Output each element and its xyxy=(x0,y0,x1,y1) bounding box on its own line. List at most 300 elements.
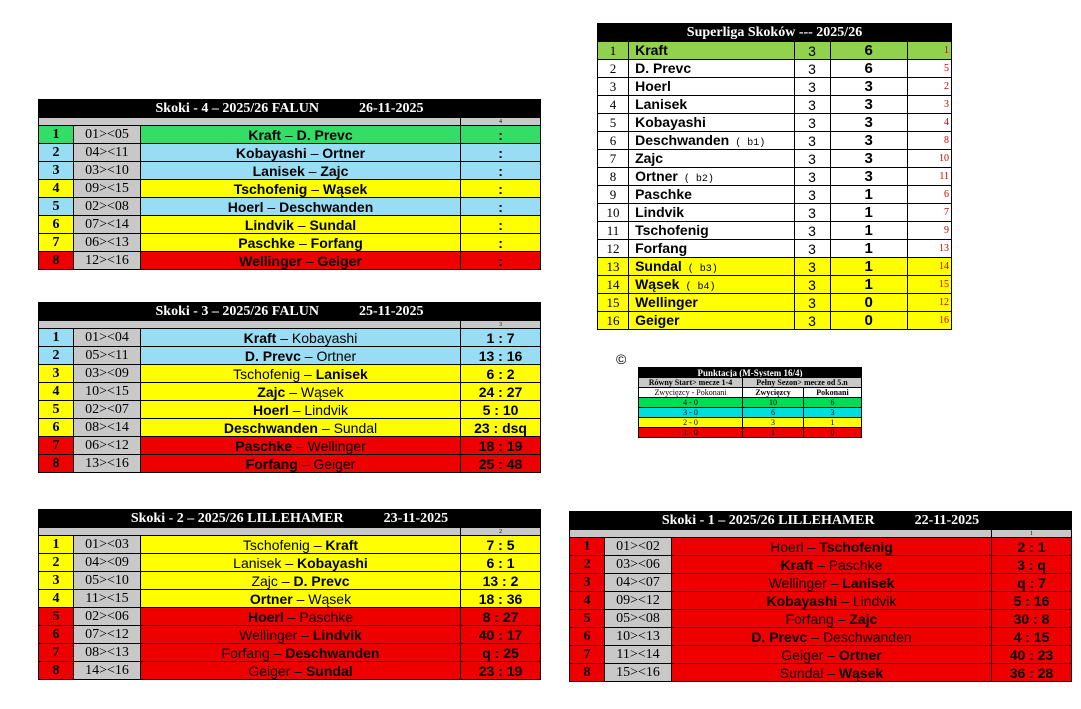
jumper-name: Forfang xyxy=(635,240,688,256)
dash: – xyxy=(269,644,286,661)
match-row xyxy=(570,574,1072,592)
dash: – xyxy=(300,347,317,364)
subheader-blank xyxy=(39,118,461,126)
match-number: 5 xyxy=(39,198,74,216)
match-row xyxy=(39,234,541,252)
jumper-b: Kobayashi xyxy=(297,554,368,571)
points: 0 xyxy=(830,312,907,330)
jumper-b: Zajc xyxy=(320,162,349,179)
pairing: 11><14 xyxy=(605,646,672,664)
match-row xyxy=(39,198,541,216)
dash: – xyxy=(317,419,334,436)
dash: – xyxy=(803,538,820,555)
games-played: 3 xyxy=(794,114,830,132)
matchup xyxy=(141,216,461,234)
pairing: 01><02 xyxy=(605,538,672,556)
games-played: 3 xyxy=(794,294,830,312)
previous-position: 10 xyxy=(907,150,951,168)
matchup xyxy=(141,144,461,162)
match-number: 6 xyxy=(39,216,74,234)
jumper-name: Zajc xyxy=(635,150,664,166)
jumper-a: Forfang xyxy=(245,455,298,472)
round-2-table xyxy=(38,509,541,680)
standings-row xyxy=(598,114,952,132)
jumper-a: Wellinger xyxy=(239,252,302,269)
round-number-small: 2 xyxy=(461,528,541,536)
legend-loser-points: 0 xyxy=(804,428,862,438)
jumper-b: Lanisek xyxy=(842,574,895,591)
match-result: 36 : 28 xyxy=(992,664,1072,682)
match-result: : xyxy=(461,180,541,198)
match-result: 40 : 17 xyxy=(461,626,541,644)
standings-row xyxy=(598,294,952,312)
jumper-name-cell xyxy=(629,114,794,132)
jumper-a: Zajc xyxy=(251,572,278,589)
match-number: 1 xyxy=(570,538,605,556)
jumper-name-cell xyxy=(629,240,794,258)
jumper-b: Lindvik xyxy=(304,401,348,418)
jumper-a: Ortner xyxy=(249,590,293,607)
jumper-name-cell xyxy=(629,78,794,96)
match-row xyxy=(39,536,541,554)
dash: – xyxy=(309,536,326,553)
pairing: 01><04 xyxy=(74,329,141,347)
match-number: 7 xyxy=(39,437,74,455)
match-number: 3 xyxy=(570,574,605,592)
jumper-note: ( b2) xyxy=(677,174,714,185)
jumper-name: Kobayashi xyxy=(635,114,706,130)
dash: – xyxy=(283,608,300,625)
jumper-name-cell xyxy=(629,312,794,330)
match-number: 5 xyxy=(39,401,74,419)
match-result: 23 : dsq xyxy=(461,419,541,437)
jumper-a: Sundal xyxy=(779,664,824,681)
match-number: 7 xyxy=(39,644,74,662)
match-number: 1 xyxy=(39,536,74,554)
match-result: 4 : 15 xyxy=(992,628,1072,646)
match-row xyxy=(570,538,1072,556)
dash: – xyxy=(301,252,318,269)
matchup xyxy=(141,572,461,590)
jumper-a: Kraft xyxy=(248,126,282,143)
pairing: 14><16 xyxy=(74,662,141,680)
match-result: 7 : 5 xyxy=(461,536,541,554)
jumper-name-cell xyxy=(629,186,794,204)
points: 6 xyxy=(830,60,907,78)
legend-row xyxy=(639,408,862,418)
match-row xyxy=(39,252,541,270)
standings-row xyxy=(598,60,952,78)
match-row xyxy=(570,628,1072,646)
dash: – xyxy=(833,610,850,627)
matchup xyxy=(141,252,461,270)
jumper-b: Wellinger xyxy=(307,437,366,454)
match-row xyxy=(39,329,541,347)
legend-sub-right: Pełny Sezon> mecze od 5.n xyxy=(743,378,862,388)
match-number: 3 xyxy=(39,162,74,180)
matchup xyxy=(141,554,461,572)
previous-position: 16 xyxy=(907,312,951,330)
jumper-name: D. Prevc xyxy=(635,60,692,76)
jumper-name: Lindvik xyxy=(635,204,685,220)
legend-loser-points: 1 xyxy=(804,418,862,428)
jumper-a: Deschwanden xyxy=(223,419,318,436)
jumper-a: Geiger xyxy=(248,662,291,679)
standings-row xyxy=(598,78,952,96)
previous-position: 5 xyxy=(907,60,951,78)
match-result: 13 : 16 xyxy=(461,347,541,365)
standings-row xyxy=(598,258,952,276)
previous-position: 12 xyxy=(907,294,951,312)
round-1-table xyxy=(569,511,1072,682)
position: 11 xyxy=(598,222,629,240)
legend-score: 4 - 0 xyxy=(639,398,743,408)
pairing: 03><09 xyxy=(74,365,141,383)
pairing: 11><15 xyxy=(74,590,141,608)
dash: – xyxy=(285,383,301,400)
match-result: : xyxy=(461,252,541,270)
jumper-a: Lanisek xyxy=(252,162,305,179)
jumper-b: Sundal xyxy=(309,216,357,233)
jumper-a: Wellinger xyxy=(768,574,827,591)
match-number: 7 xyxy=(39,234,74,252)
matchup xyxy=(141,162,461,180)
match-row xyxy=(39,216,541,234)
match-number: 1 xyxy=(39,329,74,347)
match-number: 4 xyxy=(39,590,74,608)
matchup xyxy=(672,556,992,574)
jumper-b: Kraft xyxy=(325,536,359,553)
points: 0 xyxy=(830,294,907,312)
dash: – xyxy=(304,162,321,179)
jumper-a: Hoerl xyxy=(247,608,284,625)
jumper-name: Wellinger xyxy=(635,294,698,310)
matchup xyxy=(141,608,461,626)
round-title: Skoki - 1 – 2025/26 LILLEHAMER xyxy=(661,512,875,528)
jumper-a: D. Prevc xyxy=(244,347,301,364)
match-row xyxy=(39,626,541,644)
legend-score: 3 - 0 xyxy=(639,408,743,418)
jumper-name-cell xyxy=(629,96,794,114)
match-number: 8 xyxy=(570,664,605,682)
matchup xyxy=(672,664,992,682)
jumper-a: Kraft xyxy=(243,329,277,346)
jumper-a: D. Prevc xyxy=(751,628,808,645)
legend-row xyxy=(639,418,862,428)
dash: – xyxy=(823,664,839,681)
points: 1 xyxy=(830,276,907,294)
round-title: Skoki - 3 – 2025/26 FALUN xyxy=(155,303,319,319)
position: 12 xyxy=(598,240,629,258)
matchup xyxy=(141,234,461,252)
legend-winner-points: 3 xyxy=(743,418,804,428)
match-result: 30 : 8 xyxy=(992,610,1072,628)
match-result: 23 : 19 xyxy=(461,662,541,680)
jumper-b: Geiger xyxy=(317,252,362,269)
legend-col-losers: Pokonani xyxy=(804,388,862,398)
jumper-name: Hoerl xyxy=(635,78,671,94)
match-result: : xyxy=(461,198,541,216)
standings-table xyxy=(597,23,952,330)
jumper-a: Forfang xyxy=(221,644,270,661)
pairing: 02><06 xyxy=(74,608,141,626)
dash: – xyxy=(290,662,306,679)
dash: – xyxy=(823,646,839,663)
standings-row xyxy=(598,42,952,60)
legend-loser-points: 6 xyxy=(804,398,862,408)
jumper-name: Sundal xyxy=(635,258,682,274)
match-number: 4 xyxy=(570,592,605,610)
match-number: 1 xyxy=(39,126,74,144)
games-played: 3 xyxy=(794,204,830,222)
jumper-b: Wąsek xyxy=(308,590,352,607)
matchup xyxy=(141,437,461,455)
jumper-a: Lindvik xyxy=(244,216,294,233)
previous-position: 3 xyxy=(907,96,951,114)
match-row xyxy=(39,662,541,680)
match-row xyxy=(570,556,1072,574)
jumper-a: Forfang xyxy=(785,610,834,627)
match-row xyxy=(39,180,541,198)
legend-winner-points: 10 xyxy=(743,398,804,408)
position: 6 xyxy=(598,132,629,150)
match-row xyxy=(39,383,541,401)
match-result: 8 : 27 xyxy=(461,608,541,626)
match-row xyxy=(39,572,541,590)
jumper-name-cell xyxy=(629,258,794,276)
match-result: 1 : 7 xyxy=(461,329,541,347)
jumper-name-cell xyxy=(629,60,794,78)
matchup xyxy=(672,610,992,628)
jumper-b: Lindvik xyxy=(852,592,897,609)
points: 3 xyxy=(830,132,907,150)
match-result: : xyxy=(461,234,541,252)
position: 3 xyxy=(598,78,629,96)
position: 4 xyxy=(598,96,629,114)
previous-position: 1 xyxy=(907,42,951,60)
position: 16 xyxy=(598,312,629,330)
match-number: 6 xyxy=(570,628,605,646)
pairing: 04><09 xyxy=(74,554,141,572)
matchup xyxy=(672,646,992,664)
previous-position: 8 xyxy=(907,132,951,150)
games-played: 3 xyxy=(794,312,830,330)
match-result: : xyxy=(461,216,541,234)
match-row xyxy=(570,592,1072,610)
legend-title: Punktacja (M-System 16/4) xyxy=(639,368,862,378)
match-result: : xyxy=(461,144,541,162)
pairing: 03><06 xyxy=(605,556,672,574)
matchup xyxy=(141,590,461,608)
matchup xyxy=(141,455,461,473)
previous-position: 7 xyxy=(907,204,951,222)
jumper-b: Tschofenig xyxy=(819,538,893,555)
legend-col-score: Zwycięzcy - Pokonani xyxy=(639,388,743,398)
jumper-b: D. Prevc xyxy=(296,126,353,143)
match-result: 5 : 16 xyxy=(992,592,1072,610)
pairing: 09><12 xyxy=(605,592,672,610)
games-played: 3 xyxy=(794,168,830,186)
matchup xyxy=(141,644,461,662)
match-result: 18 : 36 xyxy=(461,590,541,608)
jumper-b: Geiger xyxy=(313,455,356,472)
games-played: 3 xyxy=(794,276,830,294)
match-row xyxy=(39,554,541,572)
match-number: 2 xyxy=(39,554,74,572)
pairing: 10><15 xyxy=(74,383,141,401)
dash: – xyxy=(292,437,308,454)
jumper-name-cell xyxy=(629,294,794,312)
match-row xyxy=(39,401,541,419)
pairing: 02><07 xyxy=(74,401,141,419)
match-row xyxy=(39,437,541,455)
position: 13 xyxy=(598,258,629,276)
round-title: Skoki - 2 – 2025/26 LILLEHAMER xyxy=(130,510,344,526)
jumper-b: Zajc xyxy=(849,610,878,627)
dash: – xyxy=(288,401,305,418)
matchup xyxy=(141,419,461,437)
jumper-name: Tschofenig xyxy=(635,222,709,238)
match-result: q : 25 xyxy=(461,644,541,662)
points: 1 xyxy=(830,204,907,222)
subheader-blank xyxy=(39,321,461,329)
jumper-a: Hoerl xyxy=(227,198,264,215)
jumper-b: Forfang xyxy=(310,234,363,251)
pairing: 07><14 xyxy=(74,216,141,234)
matchup xyxy=(672,628,992,646)
jumper-name: Lanisek xyxy=(635,96,688,112)
jumper-b: Ortner xyxy=(316,347,357,364)
jumper-name-cell xyxy=(629,132,794,150)
jumper-name-cell xyxy=(629,42,794,60)
games-played: 3 xyxy=(794,240,830,258)
jumper-name: Geiger xyxy=(635,312,680,328)
dash: – xyxy=(277,572,294,589)
round-4-table xyxy=(38,99,541,270)
dash: – xyxy=(293,216,310,233)
match-result: 24 : 27 xyxy=(461,383,541,401)
subheader-blank xyxy=(570,530,992,538)
jumper-note: ( b3) xyxy=(681,264,718,275)
games-played: 3 xyxy=(794,222,830,240)
match-row xyxy=(39,162,541,180)
match-row xyxy=(39,608,541,626)
jumper-b: Deschwanden xyxy=(279,198,374,215)
games-played: 3 xyxy=(794,42,830,60)
dash: – xyxy=(263,198,280,215)
points: 3 xyxy=(830,114,907,132)
jumper-a: Kobayashi xyxy=(766,592,838,609)
round-header xyxy=(39,303,541,321)
jumper-b: Wąsek xyxy=(838,664,884,681)
jumper-name-cell xyxy=(629,168,794,186)
standings-row xyxy=(598,186,952,204)
games-played: 3 xyxy=(794,150,830,168)
match-row xyxy=(570,610,1072,628)
points: 3 xyxy=(830,78,907,96)
jumper-a: Tschofenig xyxy=(233,365,301,382)
standings-row xyxy=(598,240,952,258)
legend-winner-points: 1 xyxy=(743,428,804,438)
position: 7 xyxy=(598,150,629,168)
points: 1 xyxy=(830,258,907,276)
jumper-name: Ortner xyxy=(635,168,678,184)
match-result: 25 : 48 xyxy=(461,455,541,473)
jumper-b: Kobayashi xyxy=(291,329,358,346)
match-row xyxy=(39,347,541,365)
match-result: 5 : 10 xyxy=(461,401,541,419)
jumper-name: Deschwanden xyxy=(635,132,730,148)
match-number: 4 xyxy=(39,180,74,198)
round-title: Skoki - 4 – 2025/26 FALUN xyxy=(155,100,319,116)
match-result: : xyxy=(461,162,541,180)
points: 1 xyxy=(830,186,907,204)
matchup xyxy=(141,401,461,419)
standings-row xyxy=(598,222,952,240)
matchup xyxy=(141,626,461,644)
round-date: 23-11-2025 xyxy=(383,510,449,526)
jumper-a: Kraft xyxy=(780,556,814,573)
jumper-a: Paschke xyxy=(235,437,293,454)
round-header xyxy=(570,512,1072,530)
match-result: q : 7 xyxy=(992,574,1072,592)
pairing: 15><16 xyxy=(605,664,672,682)
jumper-name: Kraft xyxy=(635,42,668,58)
match-result: 2 : 1 xyxy=(992,538,1072,556)
scoring-legend xyxy=(638,367,862,438)
match-row xyxy=(39,644,541,662)
dash: – xyxy=(281,126,297,143)
dash: – xyxy=(295,234,311,251)
points: 3 xyxy=(830,150,907,168)
pairing: 05><08 xyxy=(605,610,672,628)
jumper-a: Tschofenig xyxy=(233,180,308,197)
jumper-b: Sundal xyxy=(333,419,378,436)
pairing: 05><11 xyxy=(74,347,141,365)
dash: – xyxy=(300,365,316,382)
jumper-b: Paschke xyxy=(299,608,354,625)
jumper-note: ( b1) xyxy=(729,138,766,149)
games-played: 3 xyxy=(794,60,830,78)
match-result: : xyxy=(461,126,541,144)
standings-row xyxy=(598,150,952,168)
matchup xyxy=(141,365,461,383)
match-number: 5 xyxy=(570,610,605,628)
jumper-name-cell xyxy=(629,222,794,240)
position: 14 xyxy=(598,276,629,294)
copyright-symbol: © xyxy=(616,351,627,367)
round-header xyxy=(39,100,541,118)
match-number: 5 xyxy=(39,608,74,626)
match-row xyxy=(39,419,541,437)
jumper-a: Hoerl xyxy=(253,401,289,418)
dash: – xyxy=(837,592,853,609)
jumper-b: Ortner xyxy=(322,144,366,161)
jumper-a: Hoerl xyxy=(770,538,804,555)
pairing: 09><15 xyxy=(74,180,141,198)
jumper-name: Wąsek xyxy=(635,276,680,292)
previous-position: 2 xyxy=(907,78,951,96)
pairing: 06><12 xyxy=(74,437,141,455)
matchup xyxy=(141,180,461,198)
match-result: 3 : q xyxy=(992,556,1072,574)
match-number: 8 xyxy=(39,662,74,680)
match-number: 8 xyxy=(39,455,74,473)
match-row xyxy=(570,646,1072,664)
match-number: 6 xyxy=(39,626,74,644)
jumper-a: Zajc xyxy=(257,383,286,400)
games-played: 3 xyxy=(794,186,830,204)
